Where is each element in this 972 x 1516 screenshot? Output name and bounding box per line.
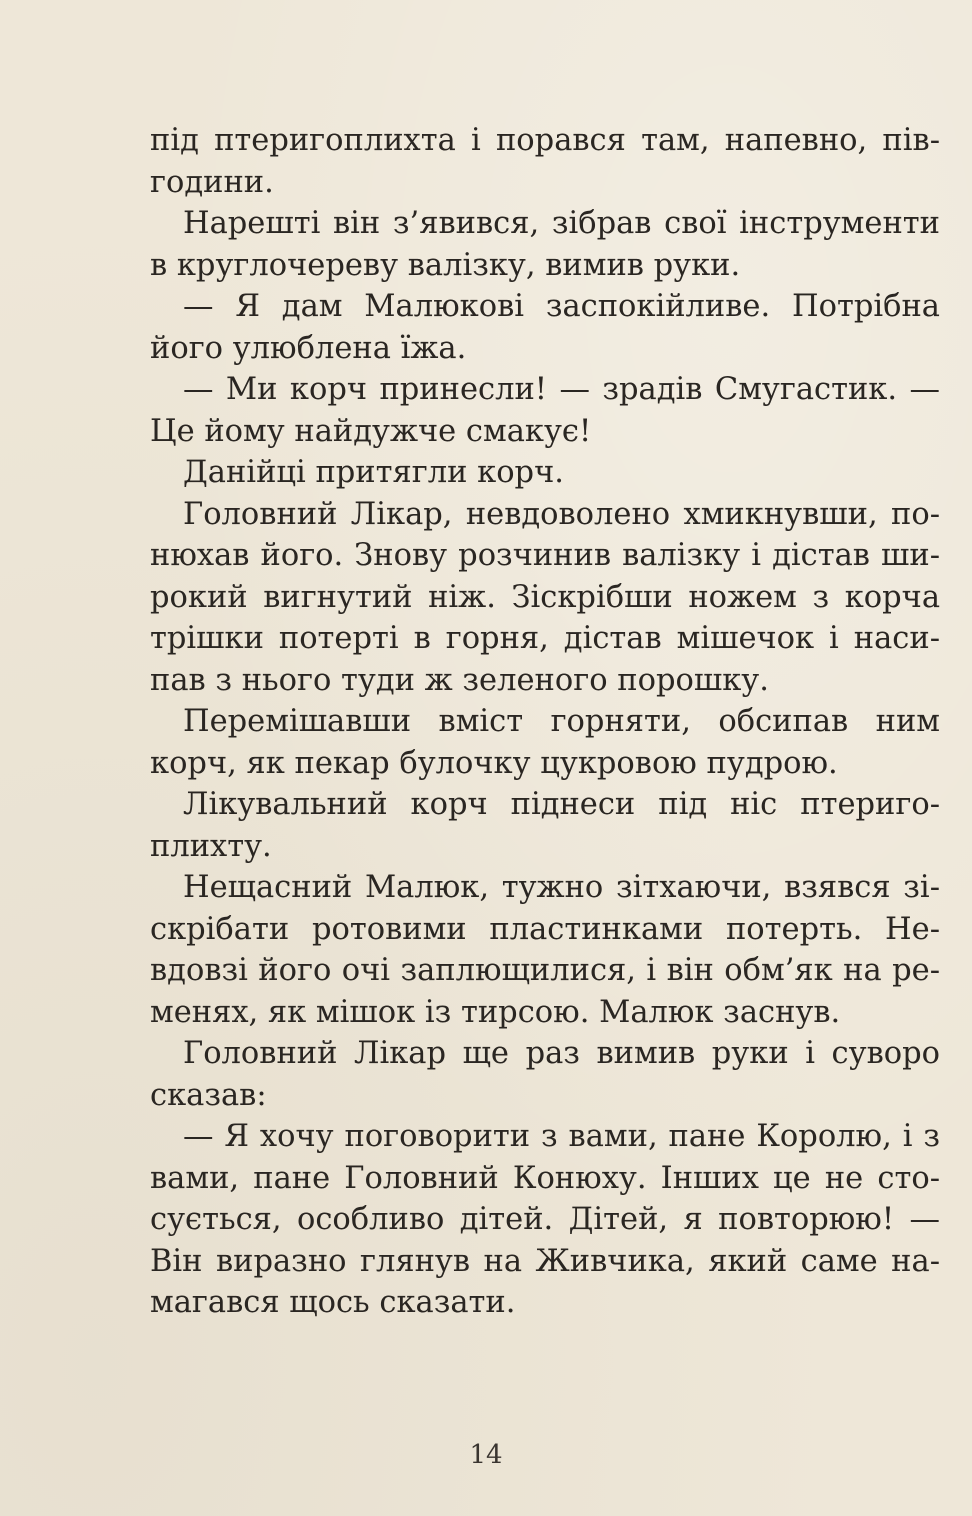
paragraph: Лікувальний корч піднеси під ніс птеригоплихту.: [150, 787, 940, 864]
body-text: [150, 120, 940, 1324]
paragraph: — Я хочу поговорити з вами, пане Королю, і з вами, пане Головний Конюху. Інших це не стосується, особливо дітей. Дітей, я повторюю! — Він виразно глянув на Живчика, який саме намагався щось сказати.: [150, 1119, 940, 1320]
paragraph: Перемішавши вміст горняти, обсипав ним корч, як пекар булочку цукровою пудрою.: [150, 704, 940, 781]
paragraph: Данійці притягли корч.: [183, 455, 564, 490]
paragraph: Головний Лікар, невдоволено хмикнувши, понюхав його. Знову розчинив валізку і дістав широкий вигнутий ніж. Зіскрібши ножем з корча трішки потерті в горня, дістав мішечок і насипав з нього туди ж зеленого порошку.: [150, 496, 940, 698]
page-number: 14: [469, 1440, 503, 1470]
paragraph: під птеригоплихта і порався там, напевно, півгодини.: [150, 123, 940, 200]
paragraph: — Ми корч принесли! — зрадів Смугастик. — Це йому найдужче смакує!: [150, 372, 940, 449]
paragraph: Нещасний Малюк, тужно зітхаючи, взявся зіскрібати ротовими пластинками потерть. Невдовзі його очі заплющилися, і він обм’як на ременях, як мішок із тирсою. Малюк заснув.: [150, 870, 940, 1030]
paragraph: Нарешті він з’явився, зібрав свої інструменти в круглочереву валізку, вимив руки.: [150, 206, 940, 283]
paragraph: Головний Лікар ще раз вимив руки і суворо сказав:: [150, 1036, 940, 1113]
paragraph: — Я дам Малюкові заспокійливе. Потрібна його улюблена їжа.: [150, 289, 940, 366]
